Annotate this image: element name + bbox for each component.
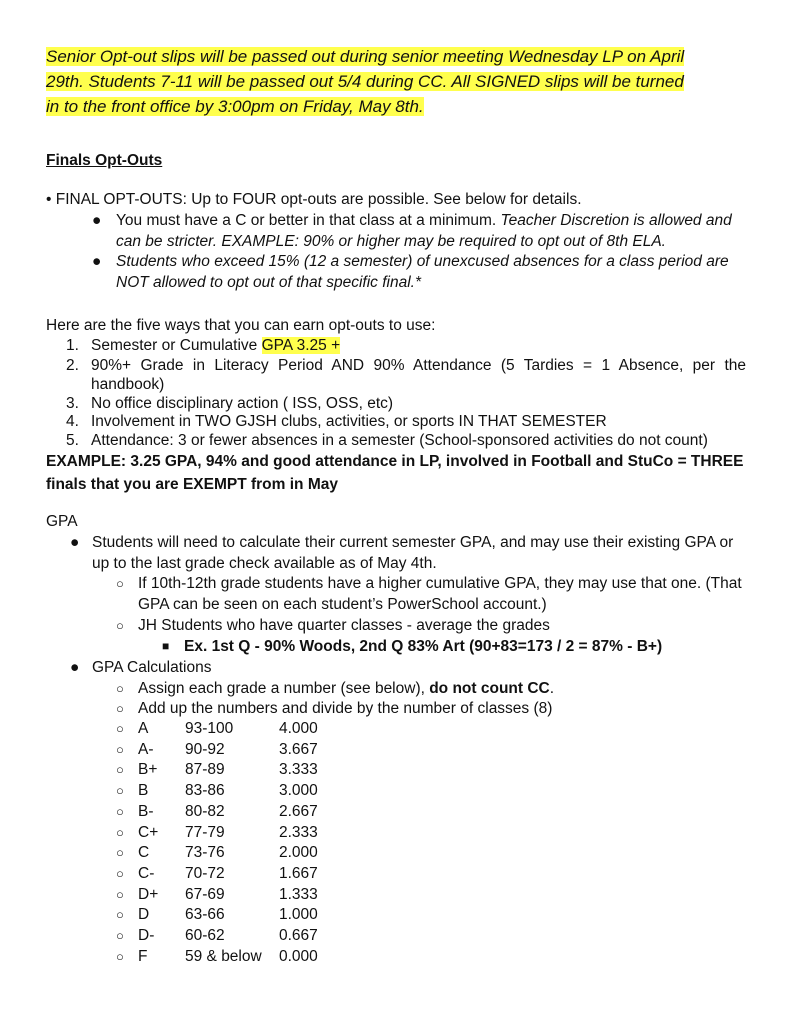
grade-points: 3.333	[279, 761, 318, 779]
grade-letter: F	[138, 947, 148, 965]
bullet-icon: ●	[70, 534, 80, 551]
gpa-title: GPA	[46, 513, 78, 530]
bullet-icon: ●	[92, 253, 102, 270]
gpa-sub-bold: do not count CC	[429, 680, 550, 697]
gpa-sub-text: Assign each grade a number (see below),	[138, 680, 430, 697]
notice-line-3: in to the front office by 3:00pm on Friday, May 8th.	[46, 97, 424, 116]
gpa-sub-cumulative	[116, 573, 752, 615]
grade-range: 87-89	[185, 761, 225, 779]
grade-points: 3.000	[279, 782, 318, 800]
gpa-sub-text: If 10th-12th grade students have a higher cumulative GPA, they may use that one. (That GPA can be seen on each student’s PowerSchool account.)	[138, 575, 742, 613]
grade-points: 3.667	[279, 740, 318, 758]
gpa-bullet-text: GPA Calculations	[92, 659, 212, 676]
grade-range: 60-62	[185, 927, 225, 944]
ways-intro: Here are the five ways that you can earn opt-outs to use:	[46, 317, 436, 334]
grade-range: 83-86	[185, 782, 225, 800]
circle-bullet-icon: ○	[116, 576, 124, 591]
grade-letter: B	[138, 782, 149, 800]
gpa-bullet-text: Students will need to calculate their current semester GPA, and may use their existing GPA or up to the last grade check available as of May 4th.	[92, 534, 734, 572]
way-highlight: GPA 3.25 +	[261, 337, 341, 354]
gpa-sub-end: .	[549, 680, 555, 697]
grade-range: 90-92	[185, 740, 225, 758]
circle-bullet-icon: ○	[116, 928, 124, 943]
way-text: Semester or Cumulative	[91, 337, 262, 354]
gpa-quarter-example	[162, 636, 754, 657]
grade-points: 2.000	[279, 844, 318, 862]
way-text: Attendance: 3 or fewer absences in a semester (School-sponsored activities do not count)	[91, 432, 708, 449]
grade-points: 0.667	[279, 927, 318, 944]
grade-letter: C	[138, 844, 150, 862]
square-bullet-icon: ■	[162, 639, 170, 653]
grade-letter: D	[138, 906, 150, 924]
circle-bullet-icon: ○	[116, 701, 124, 716]
final-optouts-lead: • FINAL OPT-OUTS: Up to FOUR opt-outs are possible. See below for details.	[46, 191, 582, 208]
grade-range: 77-79	[185, 823, 225, 841]
circle-bullet-icon: ○	[116, 681, 124, 696]
notice-line-1: Senior Opt-out slips will be passed out during senior meeting Wednesday LP on April	[46, 47, 685, 66]
grade-points: 2.333	[279, 823, 318, 841]
circle-bullet-icon: ○	[116, 721, 124, 736]
way-number: 4.	[66, 413, 79, 430]
grade-range: 67-69	[185, 885, 225, 903]
bullet-icon: ●	[70, 659, 80, 676]
optout-rule-2	[92, 252, 746, 293]
bullet-icon: ●	[92, 212, 102, 229]
circle-bullet-icon: ○	[116, 618, 124, 633]
circle-bullet-icon: ○	[116, 803, 124, 819]
grade-points: 1.667	[279, 864, 318, 882]
way-text: Involvement in TWO GJSH clubs, activities, or sports IN THAT SEMESTER	[91, 413, 607, 430]
gpa-example-text: Ex. 1st Q - 90% Woods, 2nd Q 83% Art (90+83=173 / 2 = 87% - B+)	[184, 638, 663, 655]
grade-range: 63-66	[185, 906, 225, 924]
notice-line-2: 29th. Students 7-11 will be passed out 5/4 during CC. All SIGNED slips will be turned	[46, 72, 684, 91]
gpa-sub-quarter	[116, 615, 752, 636]
grade-letter: B+	[138, 761, 158, 779]
circle-bullet-icon: ○	[116, 762, 124, 778]
grade-range: 93-100	[185, 720, 234, 737]
optout-rule-1-normal: You must have a C or better in that class at a minimum.	[116, 212, 501, 229]
optout-rule-1	[92, 211, 746, 252]
optout-rule-1-italic: Teacher Discretion is allowed and can be stricter. EXAMPLE: 90% or higher may be required to opt out of 8th ELA.	[116, 212, 732, 250]
gpa-sub-add	[116, 698, 752, 719]
way-text: No office disciplinary action ( ISS, OSS, etc)	[91, 395, 394, 412]
grade-range: 70-72	[185, 864, 225, 882]
example-exempt: EXAMPLE: 3.25 GPA, 94% and good attendance in LP, involved in Football and StuCo = THREE finals that you are EXEMPT from in May	[46, 453, 744, 493]
grade-range: 80-82	[185, 802, 225, 820]
circle-bullet-icon: ○	[116, 907, 124, 923]
grade-range: 59 & below	[185, 947, 262, 965]
circle-bullet-icon: ○	[116, 845, 124, 861]
grade-points: 1.000	[279, 906, 318, 924]
circle-bullet-icon: ○	[116, 948, 124, 964]
grade-letter: D-	[138, 927, 155, 944]
section-heading-finals-optouts: Finals Opt-Outs	[46, 152, 163, 169]
senior-optout-notice	[46, 44, 751, 119]
grade-letter: A-	[138, 740, 154, 758]
gpa-sub-text: Add up the numbers and divide by the number of classes (8)	[138, 700, 553, 717]
gpa-sub-assign	[116, 678, 752, 699]
grade-points: 0.000	[279, 947, 318, 965]
way-number: 3.	[66, 395, 79, 412]
way-number: 5.	[66, 432, 79, 449]
circle-bullet-icon: ○	[116, 824, 124, 840]
gpa-bullet-calculations	[70, 657, 752, 678]
way-number: 2.	[66, 357, 79, 374]
circle-bullet-icon: ○	[116, 741, 124, 757]
grade-letter: C-	[138, 864, 155, 882]
circle-bullet-icon: ○	[116, 886, 124, 902]
grade-points: 4.000	[279, 720, 318, 737]
gpa-sub-text: JH Students who have quarter classes - average the grades	[138, 617, 550, 634]
grade-points: 2.667	[279, 802, 318, 820]
way-text: 90%+ Grade in Literacy Period AND 90% Attendance (5 Tardies = 1 Absence, per the handbook)	[91, 357, 746, 393]
optout-rule-2-italic: Students who exceed 15% (12 a semester) of unexcused absences for a class period are NOT allowed to opt out of that specific final.*	[116, 253, 729, 291]
document-page	[46, 44, 751, 965]
gpa-bullet-calculate	[70, 532, 752, 574]
grade-points: 1.333	[279, 885, 318, 903]
way-number: 1.	[66, 337, 79, 354]
grade-letter: C+	[138, 823, 159, 841]
circle-bullet-icon: ○	[116, 865, 124, 881]
grade-letter: A	[138, 720, 149, 737]
grade-letter: B-	[138, 802, 154, 820]
grade-range: 73-76	[185, 844, 225, 862]
grade-letter: D+	[138, 885, 159, 903]
circle-bullet-icon: ○	[116, 783, 124, 799]
